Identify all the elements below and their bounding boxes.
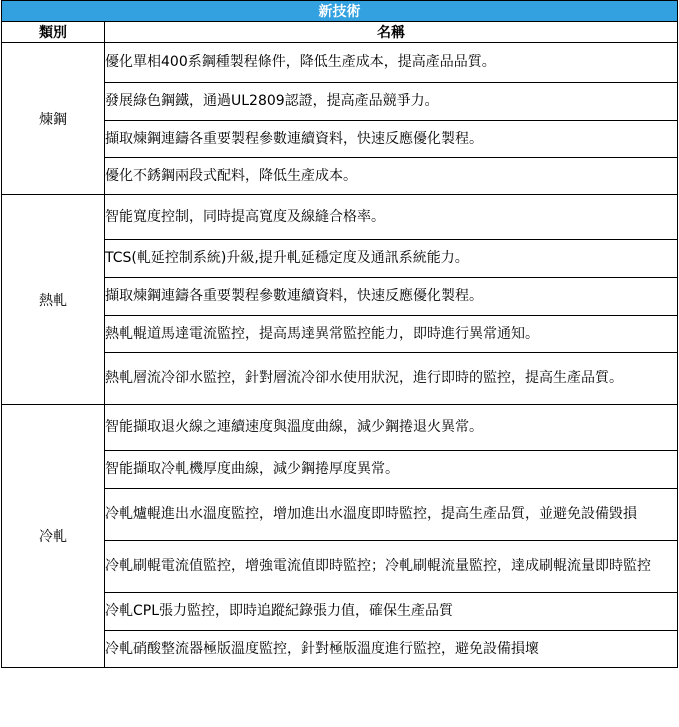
item-cell: 智能擷取退火線之連續速度與溫度曲線，減少鋼捲退火異常。 <box>105 405 678 451</box>
category-cell-steelmaking: 煉鋼 <box>2 43 105 195</box>
table-title-row <box>2 1 678 22</box>
table-row <box>2 43 678 83</box>
table-header-row <box>2 22 678 43</box>
category-header: 類別 <box>2 22 105 43</box>
item-cell: 冷軋刷輥電流值監控，增強電流值即時監控；冷軋刷輥流量監控，達成刷輥流量即時監控 <box>105 541 678 593</box>
item-cell: 熱軋輥道馬達電流監控，提高馬達異常監控能力，即時進行異常通知。 <box>105 316 678 353</box>
item-cell: 優化單相400系鋼種製程條件，降低生產成本，提高產品品質。 <box>105 43 678 83</box>
item-cell: 冷軋爐輥進出水溫度監控，增加進出水溫度即時監控，提高生產品質，並避免設備毀損 <box>105 489 678 541</box>
table-row <box>2 195 678 240</box>
category-cell-cold-rolling: 冷軋 <box>2 405 105 668</box>
item-cell: 智能寬度控制，同時提高寬度及線縫合格率。 <box>105 195 678 240</box>
table-title: 新技術 <box>2 1 678 22</box>
item-cell: 冷軋硝酸整流器極版溫度監控，針對極版溫度進行監控，避免設備損壞 <box>105 631 678 668</box>
name-header: 名稱 <box>105 22 678 43</box>
item-cell: 熱軋層流冷卻水監控，針對層流冷卻水使用狀況，進行即時的監控，提高生產品質。 <box>105 353 678 405</box>
item-cell: TCS(軋延控制系統)升級,提升軋延穩定度及通訊系統能力。 <box>105 240 678 278</box>
item-cell: 發展綠色鋼鐵，通過UL2809認證，提高產品競爭力。 <box>105 83 678 121</box>
item-cell: 擷取煉鋼連鑄各重要製程參數連續資料，快速反應優化製程。 <box>105 278 678 316</box>
item-cell: 擷取煉鋼連鑄各重要製程參數連續資料，快速反應優化製程。 <box>105 121 678 158</box>
table-row <box>2 405 678 451</box>
new-technology-table <box>1 0 678 668</box>
item-cell: 優化不銹鋼兩段式配料，降低生產成本。 <box>105 158 678 195</box>
category-cell-hot-rolling: 熱軋 <box>2 195 105 405</box>
item-cell: 智能擷取冷軋機厚度曲線，減少鋼捲厚度異常。 <box>105 451 678 489</box>
item-cell: 冷軋CPL張力監控，即時追蹤紀錄張力值，確保生產品質 <box>105 593 678 631</box>
